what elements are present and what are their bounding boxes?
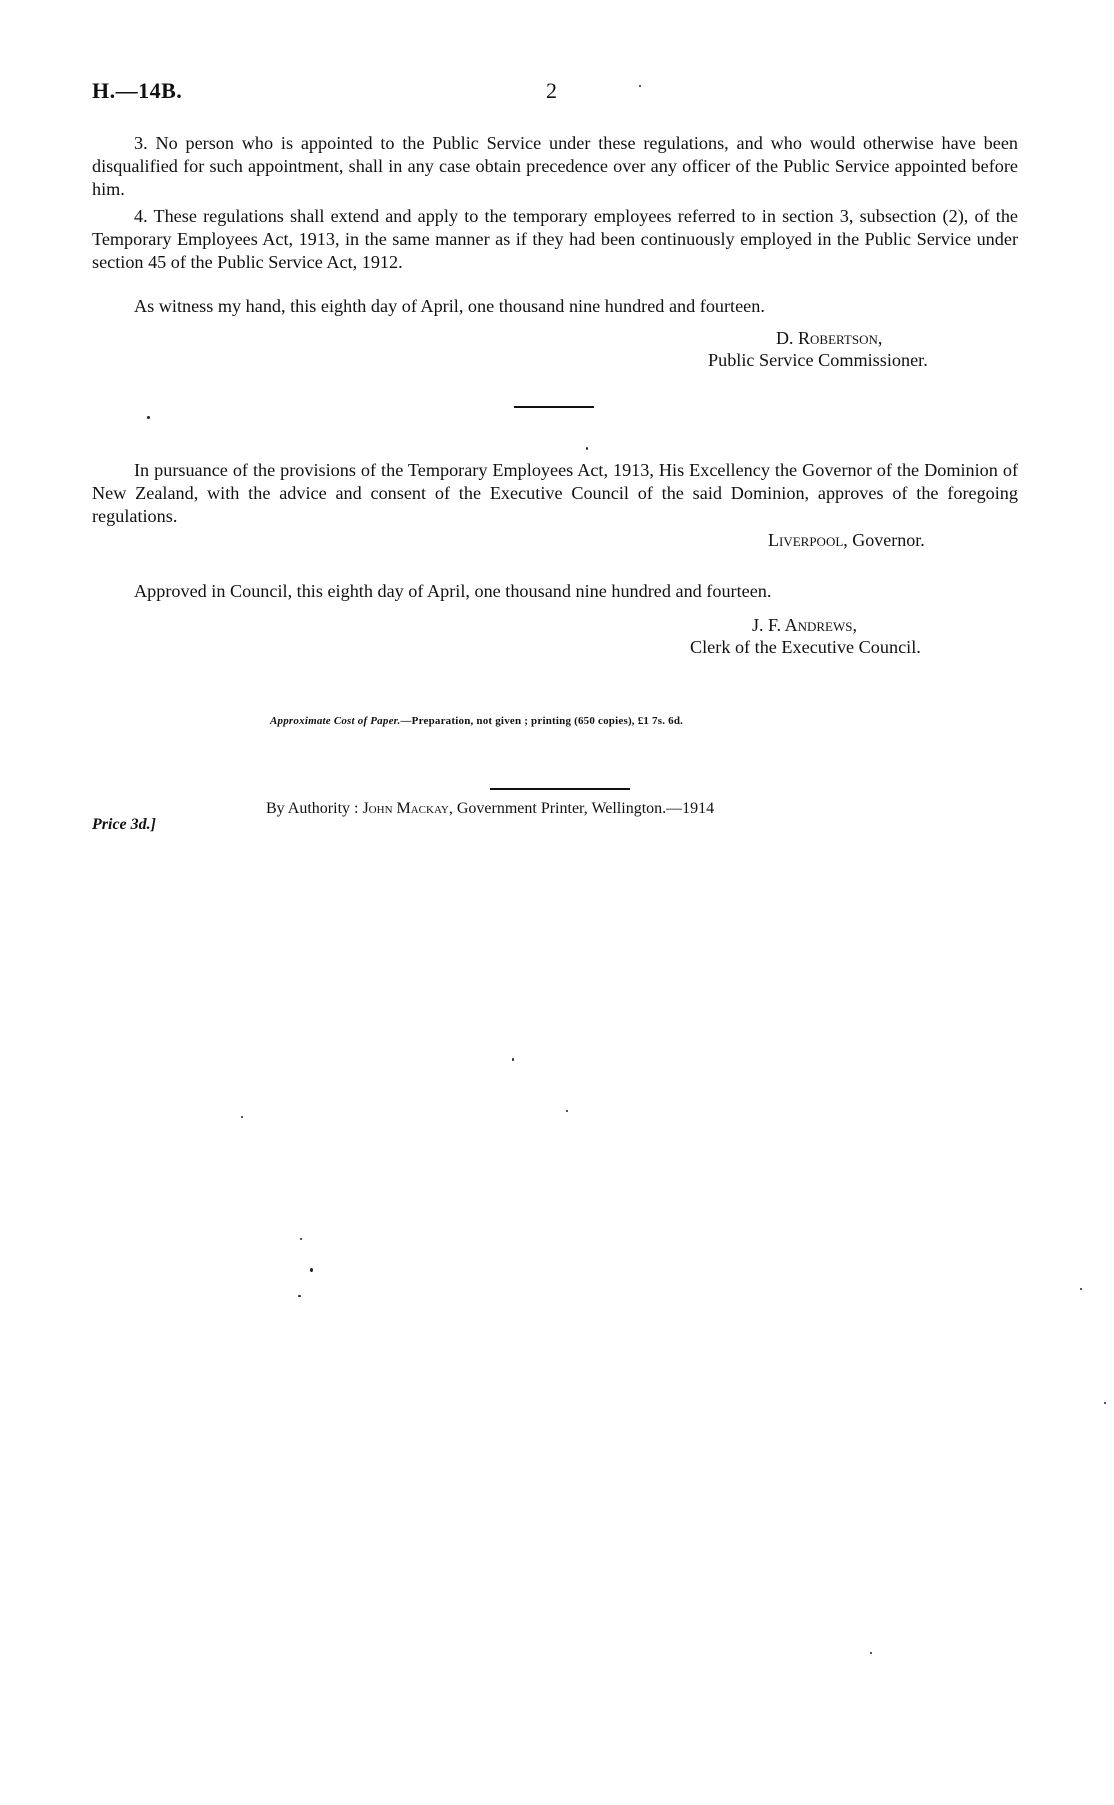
- scan-speck: [241, 1116, 243, 1118]
- clerk-name: J. F. Andrews,: [752, 615, 857, 635]
- imprint-divider: [490, 788, 630, 790]
- pursuance-text: In pursuance of the provisions of the Temporary Employees Act, 1913, His Excellency the Governor of the Dominion of New Zealand, with the advice and consent of the Executive Council of the said Dominion, approves of the foregoing regulations.: [92, 460, 1018, 526]
- page-number: 2: [546, 78, 557, 103]
- commissioner-title: Public Service Commissioner.: [708, 350, 928, 370]
- commissioner-name: D. Robertson,: [776, 328, 883, 348]
- section-divider: [514, 406, 594, 408]
- paragraph-4: [92, 205, 1018, 274]
- scan-speck: [870, 1652, 872, 1654]
- scan-speck: [147, 416, 150, 419]
- governor-title: Governor.: [852, 530, 925, 550]
- imprint-prefix: By Authority :: [266, 800, 359, 817]
- paragraph-4-text: 4. These regulations shall extend and apply to the temporary employees referred to in section 3, subsection (2), of the Temporary Employees Act, 1913, in the same manner as if they had been continuously employed in the Public Service under section 45 of the Public Service Act, 1912.: [92, 206, 1018, 272]
- paragraph-3: [92, 132, 1018, 201]
- scan-speck: [586, 447, 588, 450]
- cost-footnote-text: —Preparation, not given ; printing (650 copies), £1 7s. 6d.: [400, 715, 684, 727]
- imprint-rest: Government Printer, Wellington.—1914: [456, 800, 715, 817]
- cost-footnote-label: Approximate Cost of Paper.: [270, 715, 401, 727]
- imprint-printer: John Mackay,: [362, 800, 453, 817]
- scan-speck: [639, 85, 641, 87]
- witness-statement: As witness my hand, this eighth day of April, one thousand nine hundred and fourteen.: [134, 296, 765, 316]
- scan-speck: [310, 1268, 313, 1272]
- paragraph-3-text: 3. No person who is appointed to the Public Service under these regulations, and who would otherwise have been disqualified for such appointment, shall in any case obtain precedence over any officer of the Public Service appointed before him.: [92, 133, 1018, 199]
- governor-name: Liverpool,: [768, 530, 848, 550]
- scan-speck: [298, 1295, 301, 1297]
- document-reference: H.—14B.: [92, 78, 183, 103]
- cost-footnote: [270, 715, 683, 727]
- approval-statement: Approved in Council, this eighth day of April, one thousand nine hundred and fourteen.: [134, 581, 772, 601]
- governor-signature: [768, 530, 925, 551]
- clerk-title: Clerk of the Executive Council.: [690, 637, 921, 657]
- scan-speck: [1080, 1288, 1082, 1290]
- scan-speck: [566, 1110, 568, 1112]
- scan-speck: [512, 1058, 514, 1061]
- scan-speck: [300, 1238, 302, 1240]
- pursuance-paragraph: [92, 459, 1018, 528]
- printer-imprint: [266, 800, 714, 818]
- scan-speck: [1104, 1402, 1106, 1404]
- price-label: Price 3d.]: [92, 816, 156, 833]
